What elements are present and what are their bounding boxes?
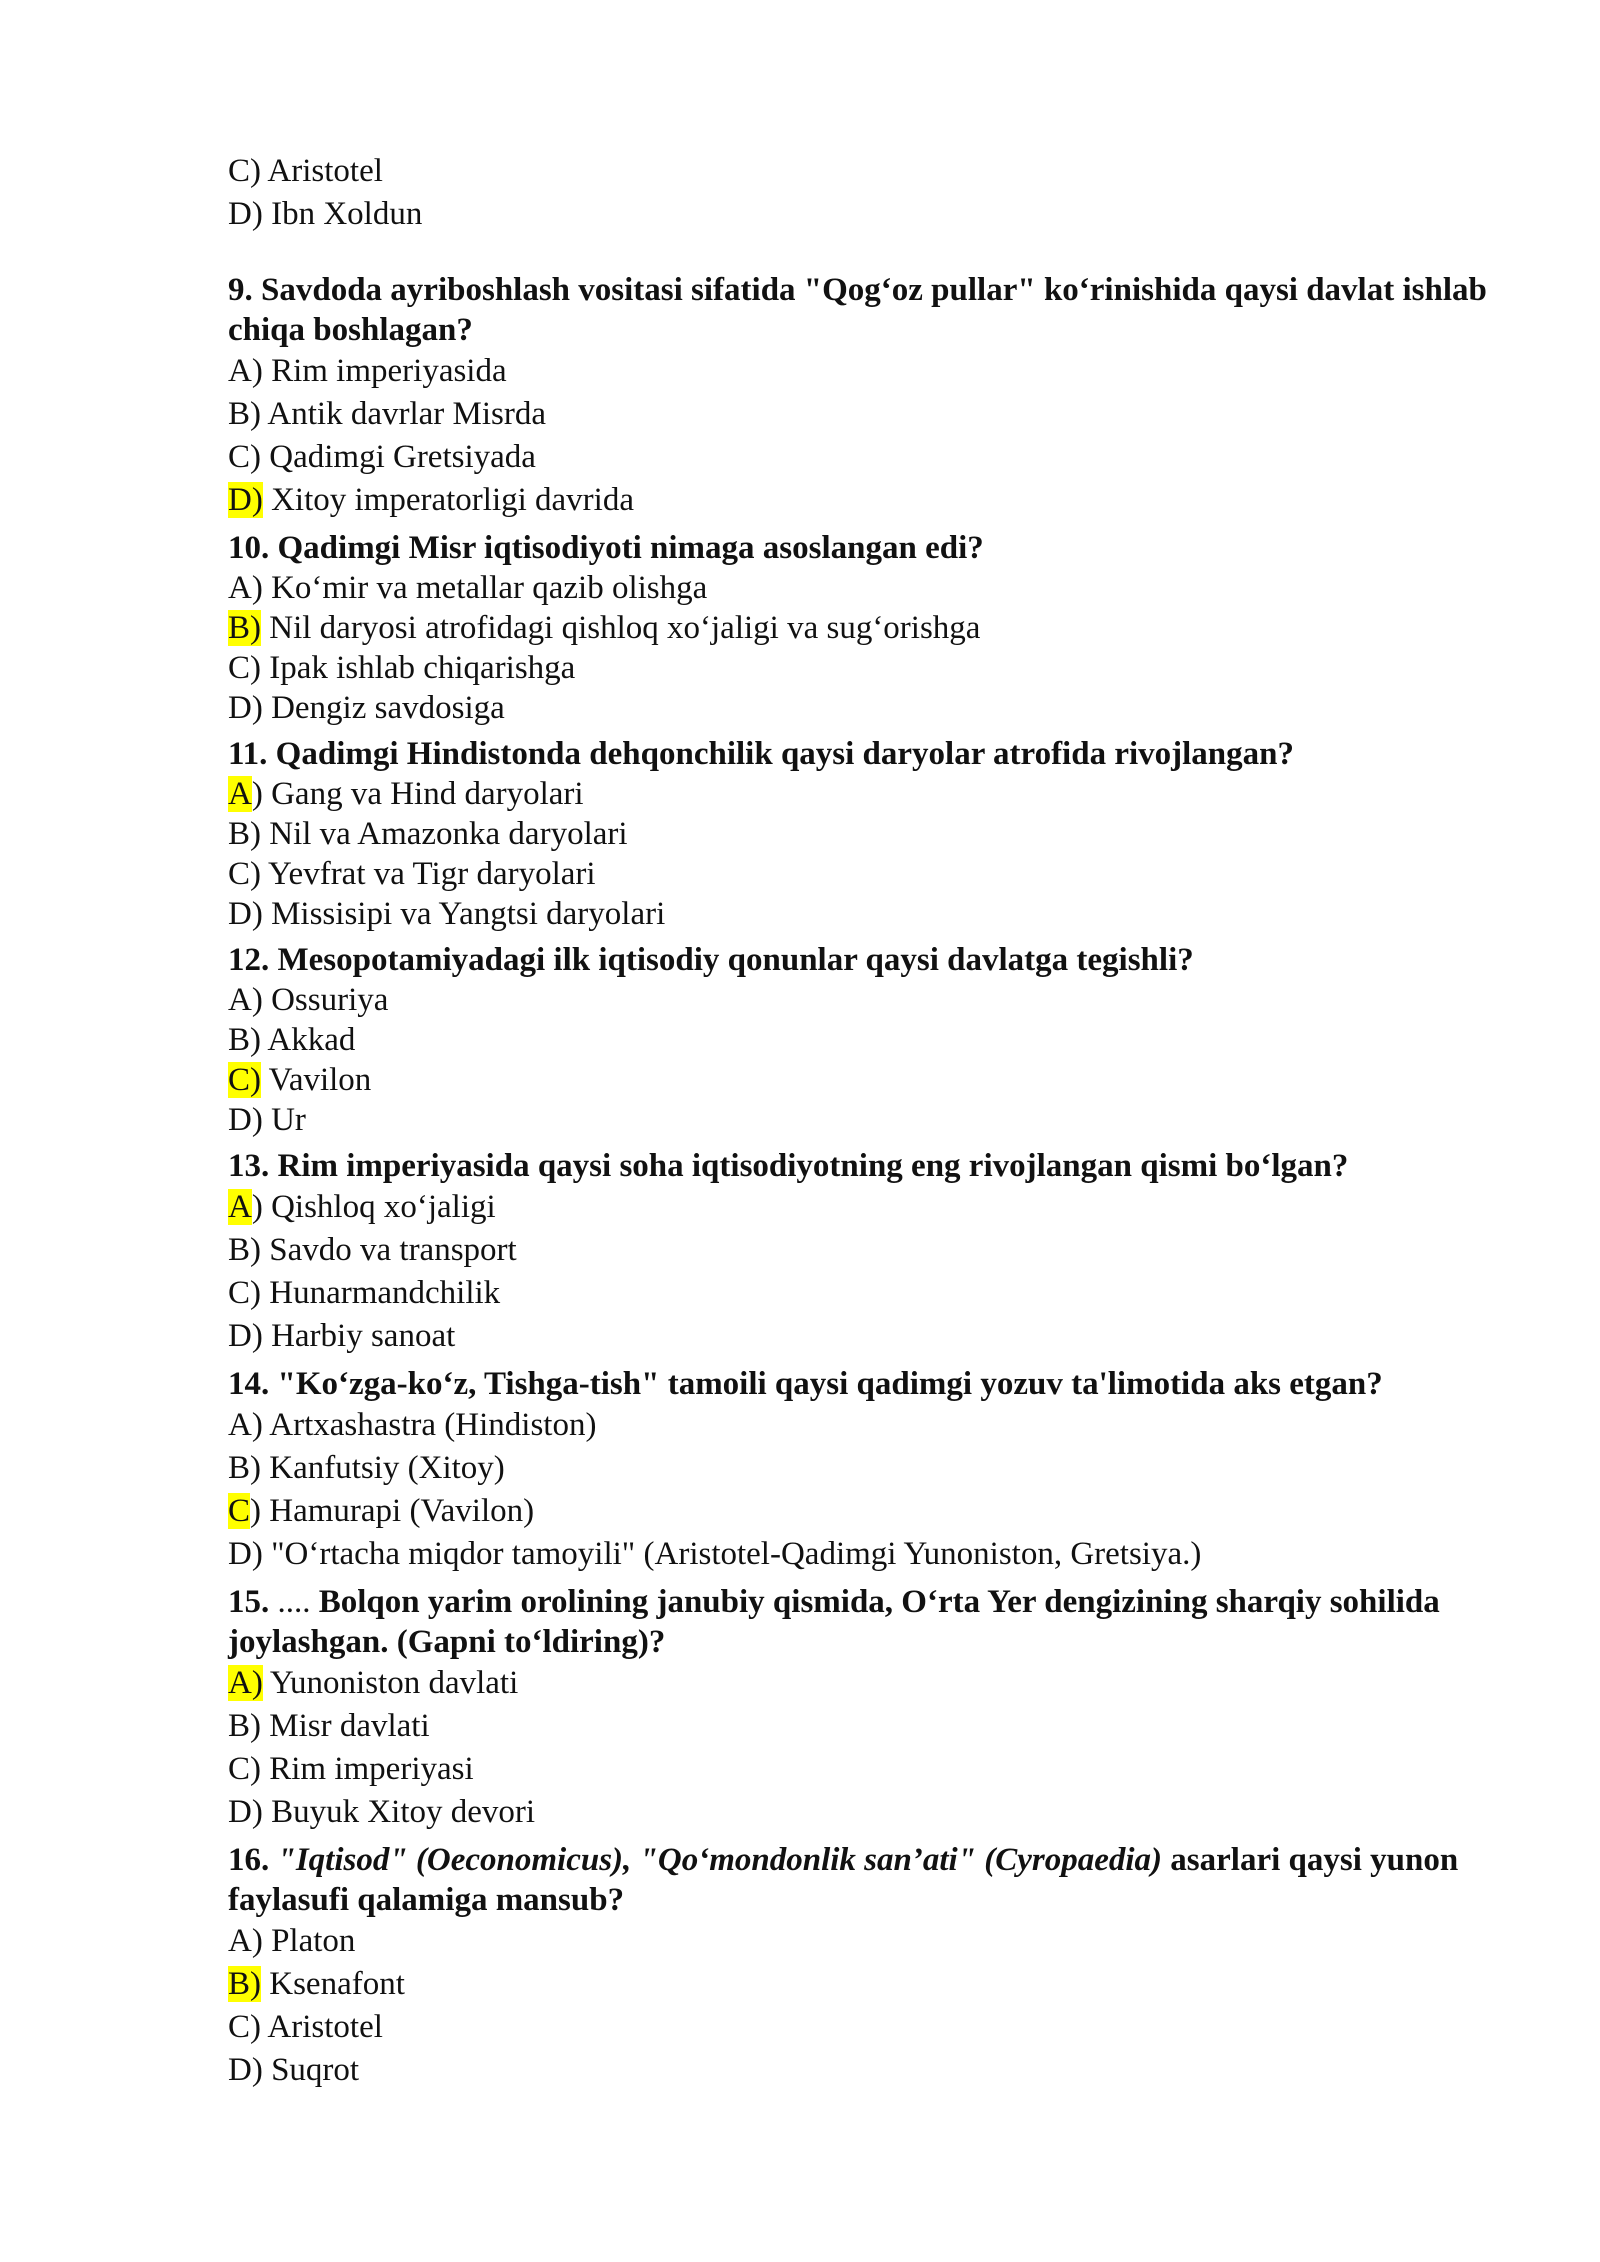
option-c-answer: C) Hamurapi (Vavilon)	[228, 1493, 535, 1529]
option-c: C) Aristotel	[228, 153, 383, 189]
option-a: A) Platon	[228, 1923, 356, 1959]
question-10	[228, 528, 1488, 728]
option-a: A) Artxashastra (Hindiston)	[228, 1407, 597, 1443]
option-a: A) Ko‘mir va metallar qazib olishga	[228, 570, 708, 606]
answer-highlight: D)	[228, 482, 263, 518]
option-c: C) Rim imperiyasi	[228, 1751, 474, 1787]
option-c: C) Qadimgi Gretsiyada	[228, 439, 536, 475]
option-b: B) Kanfutsiy (Xitoy)	[228, 1450, 505, 1486]
option-d: D) Missisipi va Yangtsi daryolari	[228, 896, 666, 932]
option-a-answer: A) Qishloq xo‘jaligi	[228, 1189, 496, 1225]
question-14	[228, 1364, 1488, 1576]
question-13	[228, 1146, 1488, 1358]
option-d: D) "O‘rtacha miqdor tamoyili" (Aristotel-Qadimgi Yunoniston, Gretsiya.)	[228, 1536, 1202, 1572]
option-a-answer: A) Yunoniston davlati	[228, 1665, 519, 1701]
answer-highlight: B)	[228, 1966, 261, 2002]
option-d: D) Ur	[228, 1102, 306, 1138]
question-text: 11. Qadimgi Hindistonda dehqonchilik qaysi daryolar atrofida rivojlangan?	[228, 736, 1295, 772]
option-b: B) Misr davlati	[228, 1708, 430, 1744]
option-a: A) Ossuriya	[228, 982, 389, 1018]
question-12	[228, 940, 1488, 1140]
option-b-answer: B) Ksenafont	[228, 1966, 405, 2002]
answer-highlight: C	[228, 1493, 251, 1529]
option-c-answer: C) Vavilon	[228, 1062, 372, 1098]
question-text: 12. Mesopotamiyadagi ilk iqtisodiy qonunlar qaysi davlatga tegishli?	[228, 942, 1194, 978]
option-c: C) Ipak ishlab chiqarishga	[228, 650, 576, 686]
question-15	[228, 1582, 1488, 1834]
question-text: 15. .... Bolqon yarim orolining janubiy qismida, O‘rta Yer dengizining sharqiy sohilida joylashgan. (Gapni to‘ldiring)?	[228, 1584, 1440, 1660]
question-text: 16. "Iqtisod" (Oeconomicus), "Qo‘mondonlik san’ati" (Cyropaedia) asarlari qaysi yunon faylasufi qalamiga mansub?	[228, 1842, 1459, 1918]
option-b-answer: B) Nil daryosi atrofidagi qishloq xo‘jaligi va sug‘orishga	[228, 610, 981, 646]
option-c: C) Yevfrat va Tigr daryolari	[228, 856, 596, 892]
question-text: 13. Rim imperiyasida qaysi soha iqtisodiyotning eng rivojlangan qismi bo‘lgan?	[228, 1148, 1349, 1184]
option-b: B) Nil va Amazonka daryolari	[228, 816, 628, 852]
option-b: B) Akkad	[228, 1022, 356, 1058]
option-d: D) Buyuk Xitoy devori	[228, 1794, 536, 1830]
question-9	[228, 270, 1488, 522]
answer-highlight: C)	[228, 1062, 261, 1098]
option-c: C) Aristotel	[228, 2009, 383, 2045]
question-11	[228, 734, 1488, 934]
option-d: D) Dengiz savdosiga	[228, 690, 505, 726]
option-b: B) Antik davrlar Misrda	[228, 396, 547, 432]
option-a-answer: A) Gang va Hind daryolari	[228, 776, 584, 812]
option-c: C) Hunarmandchilik	[228, 1275, 501, 1311]
option-b: B) Savdo va transport	[228, 1232, 517, 1268]
option-a: A) Rim imperiyasida	[228, 353, 507, 389]
answer-highlight: A	[228, 1189, 252, 1225]
answer-highlight: A)	[228, 1665, 263, 1701]
prev-question-options	[228, 150, 1488, 236]
question-text: 10. Qadimgi Misr iqtisodiyoti nimaga asoslangan edi?	[228, 530, 984, 566]
option-d-answer: D) Xitoy imperatorligi davrida	[228, 482, 634, 518]
option-d: D) Ibn Xoldun	[228, 196, 423, 232]
question-text: 14. "Ko‘zga-ko‘z, Tishga-tish" tamoili qaysi qadimgi yozuv ta'limotida aks etgan?	[228, 1366, 1383, 1402]
document-page	[228, 150, 1488, 2092]
answer-highlight: A	[228, 776, 252, 812]
option-d: D) Suqrot	[228, 2052, 360, 2088]
option-d: D) Harbiy sanoat	[228, 1318, 456, 1354]
answer-highlight: B)	[228, 610, 261, 646]
question-16	[228, 1840, 1488, 2092]
question-text: 9. Savdoda ayriboshlash vositasi sifatida "Qog‘oz pullar" ko‘rinishida qaysi davlat ishlab chiqa boshlagan?	[228, 272, 1487, 348]
